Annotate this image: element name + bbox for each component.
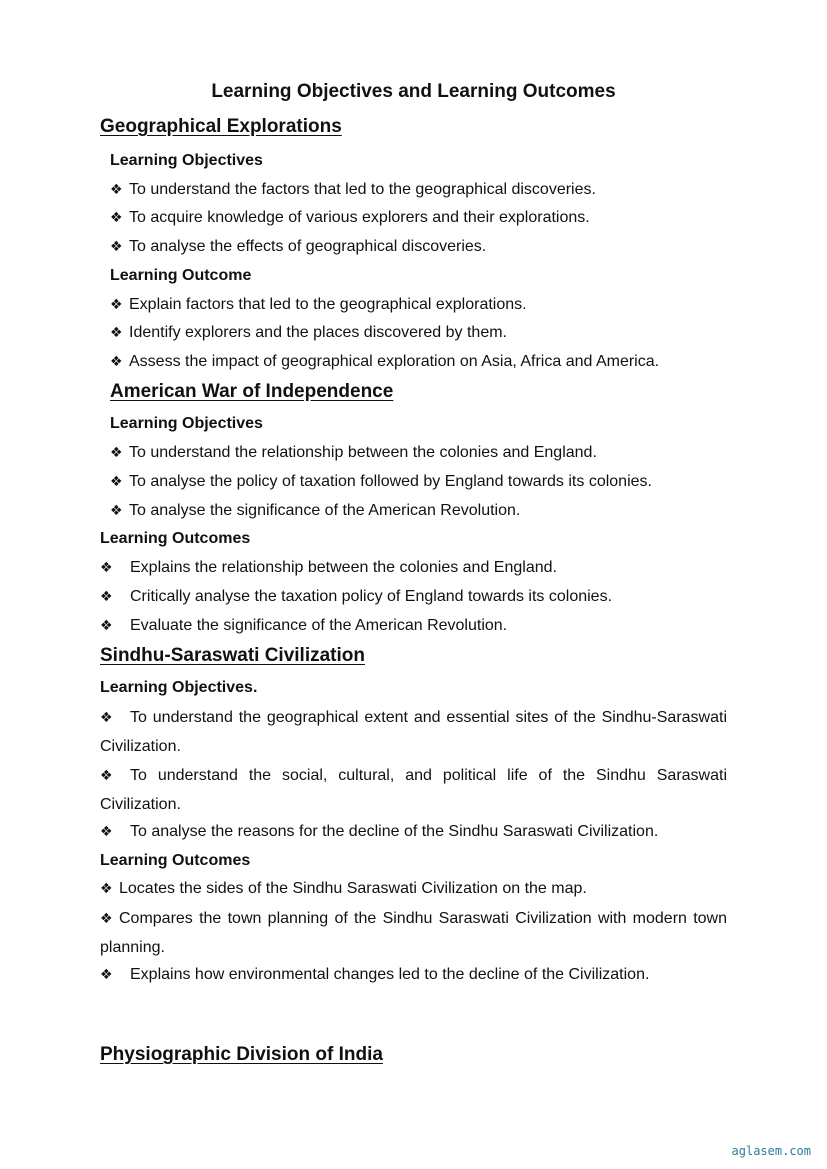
objectives-heading: Learning Objectives bbox=[110, 152, 263, 169]
list-item: ❖ Explains how environmental changes led to the decline of the Civilization. bbox=[100, 966, 650, 983]
list-item: ❖ To analyse the significance of the American Revolution. bbox=[110, 502, 521, 519]
section-heading-american-war: American War of Independence bbox=[110, 381, 394, 402]
bullet-icon: ❖ bbox=[110, 238, 123, 254]
bullet-icon: ❖ bbox=[100, 823, 113, 839]
bullet-icon: ❖ bbox=[100, 559, 113, 575]
list-item: ❖ Explains the relationship between the colonies and England. bbox=[100, 559, 557, 576]
bullet-icon: ❖ bbox=[110, 324, 123, 340]
objectives-heading: Learning Objectives. bbox=[100, 679, 258, 696]
list-item: ❖ Evaluate the significance of the American Revolution. bbox=[100, 617, 508, 634]
bullet-icon: ❖ bbox=[110, 444, 123, 460]
bullet-icon: ❖ bbox=[110, 181, 123, 197]
list-item: ❖ To analyse the effects of geographical discoveries. bbox=[110, 238, 487, 255]
bullet-icon: ❖ bbox=[100, 588, 113, 604]
outcomes-heading: Learning Outcome bbox=[110, 267, 252, 284]
list-item: ❖ Identify explorers and the places discovered by them. bbox=[110, 324, 507, 341]
list-item: ❖ To acquire knowledge of various explorers and their explorations. bbox=[110, 209, 590, 226]
objectives-heading: Learning Objectives bbox=[110, 415, 263, 432]
page-title: Learning Objectives and Learning Outcomes bbox=[211, 81, 616, 102]
list-item: ❖ Locates the sides of the Sindhu Saraswati Civilization on the map. bbox=[100, 880, 587, 897]
bullet-icon: ❖ bbox=[110, 209, 123, 225]
section-heading-physiographic-division: Physiographic Division of India bbox=[100, 1044, 383, 1065]
bullet-icon: ❖ bbox=[110, 296, 123, 312]
list-item: ❖ To understand the relationship between the colonies and England. bbox=[110, 444, 597, 461]
list-item: ❖ Critically analyse the taxation policy of England towards its colonies. bbox=[100, 588, 613, 605]
section-heading-sindhu-saraswati: Sindhu-Saraswati Civilization bbox=[100, 645, 365, 666]
bullet-icon: ❖ bbox=[100, 910, 113, 926]
section-heading-geographical-explorations: Geographical Explorations bbox=[100, 116, 342, 137]
bullet-icon: ❖ bbox=[100, 880, 113, 896]
bullet-icon: ❖ bbox=[110, 502, 123, 518]
list-item: ❖ To analyse the policy of taxation followed by England towards its colonies. bbox=[110, 473, 652, 490]
list-item: ❖ To understand the social, cultural, and political life of the Sindhu Saraswati Civilization. bbox=[100, 761, 727, 819]
list-item: ❖ Compares the town planning of the Sindhu Saraswati Civilization with modern town planning. bbox=[100, 904, 727, 962]
list-item: ❖ To understand the geographical extent and essential sites of the Sindhu-Saraswati Civilization. bbox=[100, 703, 727, 761]
bullet-icon: ❖ bbox=[100, 709, 113, 725]
outcomes-heading: Learning Outcomes bbox=[100, 530, 251, 547]
list-item: ❖ To analyse the reasons for the decline of the Sindhu Saraswati Civilization. bbox=[100, 823, 659, 840]
bullet-icon: ❖ bbox=[100, 966, 113, 982]
bullet-icon: ❖ bbox=[110, 353, 123, 369]
list-item: ❖ To understand the factors that led to the geographical discoveries. bbox=[110, 181, 596, 198]
list-item: ❖ Assess the impact of geographical exploration on Asia, Africa and America. bbox=[110, 353, 660, 370]
bullet-icon: ❖ bbox=[110, 473, 123, 489]
footer-watermark: aglasem.com bbox=[731, 1144, 811, 1158]
outcomes-heading: Learning Outcomes bbox=[100, 852, 251, 869]
list-item: ❖ Explain factors that led to the geographical explorations. bbox=[110, 296, 527, 313]
bullet-icon: ❖ bbox=[100, 617, 113, 633]
bullet-icon: ❖ bbox=[100, 767, 113, 783]
